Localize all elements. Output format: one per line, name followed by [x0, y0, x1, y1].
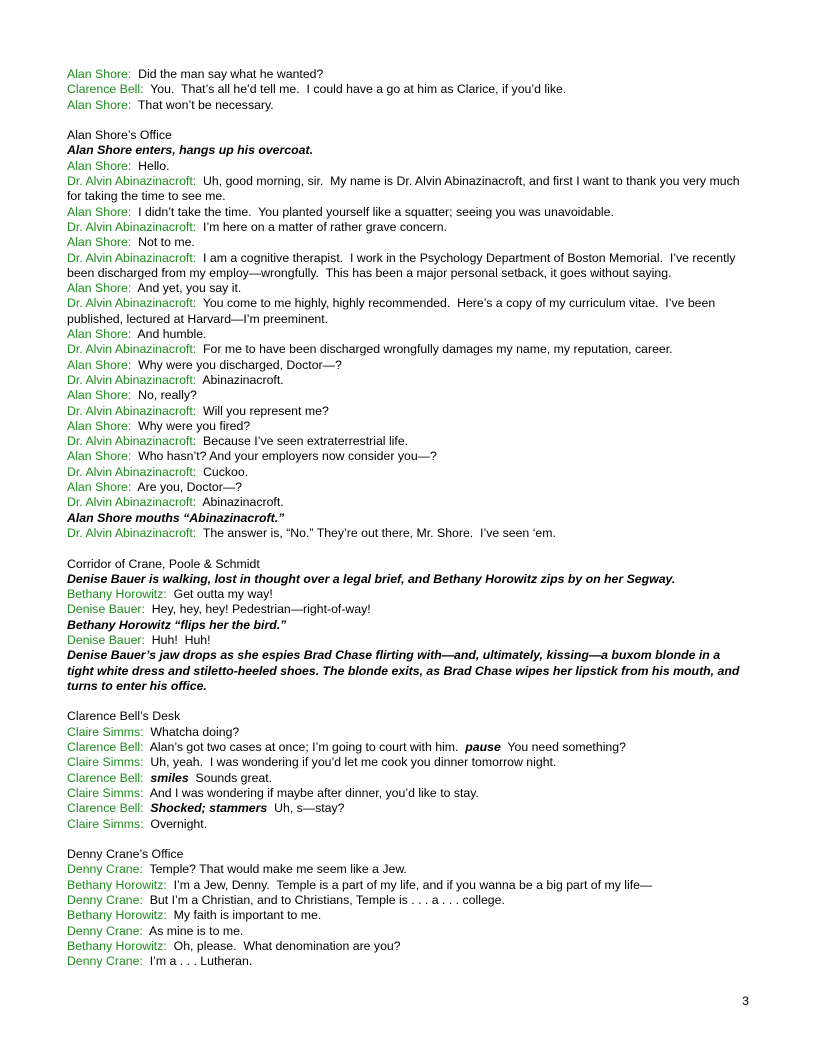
dialogue-line [67, 434, 749, 449]
dialogue-text: I’m here on a matter of rather grave concern. [203, 219, 448, 234]
speaker-name: Dr. Alvin Abinazinacroft: [67, 342, 197, 357]
dialogue-text: As mine is to me. [149, 923, 244, 938]
dialogue-text: Uh, yeah. I was wondering if you’d let me cook you dinner tomorrow night. [150, 755, 557, 770]
dialogue-text: My faith is important to me. [173, 908, 322, 923]
speaker-name: Claire Simms: [67, 755, 144, 770]
speaker-name: Bethany Horowitz: [67, 938, 167, 953]
dialogue-text: Hey, hey, hey! Pedestrian—right-of-way! [151, 602, 371, 617]
dialogue-text: You. That’s all he’d tell me. I could have a go at him as Clarice, if you’d like. [150, 82, 567, 97]
speaker-name: Denny Crane: [67, 923, 143, 938]
speaker-name: Dr. Alvin Abinazinacroft: [67, 403, 197, 418]
dialogue-text: And I was wondering if maybe after dinner, you’d like to stay. [149, 785, 479, 800]
dialogue-text: Are you, Doctor—? [137, 480, 242, 495]
dialogue-text: Uh, s—stay? [267, 801, 345, 816]
dialogue-text: I’m a Jew, Denny. Temple is a part of my life, and if you wanna be a big part of my life— [173, 877, 653, 892]
inline-direction: Shocked; stammers [150, 801, 268, 816]
page-number: 3 [742, 994, 749, 1008]
dialogue-line [67, 82, 749, 97]
scene-break [67, 113, 749, 128]
speaker-name: Alan Shore: [67, 327, 132, 342]
stage-direction: Bethany Horowitz “flips her the bird.” [67, 617, 287, 632]
dialogue-line [67, 388, 749, 403]
speaker-name: Dr. Alvin Abinazinacroft: [67, 174, 197, 189]
dialogue-text: You come to me highly, highly recommended. Here’s a copy of my curriculum vitae. I’ve been published, lectured at Harvard—I’m preeminent. [67, 296, 719, 326]
stage-direction: Denise Bauer is walking, lost in thought over a legal brief, and Bethany Horowitz zips by on her Segway. [67, 571, 676, 586]
stage-direction: Alan Shore enters, hangs up his overcoat. [67, 143, 313, 158]
dialogue-line [67, 924, 749, 939]
scene-heading: Corridor of Crane, Poole & Schmidt [67, 556, 260, 571]
dialogue-line [67, 98, 749, 113]
speaker-name: Clarence Bell: [67, 770, 144, 785]
dialogue-line [67, 602, 749, 617]
scene-break [67, 541, 749, 556]
dialogue-line [67, 342, 749, 357]
dialogue-line [67, 939, 749, 954]
speaker-name: Dr. Alvin Abinazinacroft: [67, 464, 197, 479]
dialogue-text: Because I’ve seen extraterrestrial life. [203, 434, 409, 449]
dialogue-line [67, 235, 749, 250]
scene-break [67, 832, 749, 847]
speaker-name: Dr. Alvin Abinazinacroft: [67, 250, 197, 265]
speaker-name: Alan Shore: [67, 418, 132, 433]
dialogue-text: Sounds great. [188, 770, 273, 785]
speaker-name: Bethany Horowitz: [67, 877, 167, 892]
speaker-name: Alan Shore: [67, 281, 132, 296]
dialogue-text: Not to me. [138, 235, 195, 250]
dialogue-text: The answer is, “No.” They’re out there, Mr. Shore. I’ve seen ‘em. [202, 525, 556, 540]
speaker-name: Alan Shore: [67, 97, 132, 112]
dialogue-line [67, 449, 749, 464]
speaker-name: Alan Shore: [67, 357, 132, 372]
dialogue-text: Cuckoo. [203, 464, 249, 479]
dialogue-text: And humble. [137, 327, 207, 342]
dialogue-text: Alan’s got two cases at once; I’m going to court with him. [149, 740, 466, 755]
speaker-name: Alan Shore: [67, 158, 132, 173]
speaker-name: Bethany Horowitz: [67, 908, 167, 923]
dialogue-line [67, 725, 749, 740]
speaker-name: Denise Bauer: [67, 632, 145, 647]
dialogue-line [67, 740, 749, 755]
dialogue-line [67, 174, 749, 205]
script-page-content [67, 67, 749, 970]
speaker-name: Alan Shore: [67, 449, 132, 464]
dialogue-line [67, 771, 749, 786]
dialogue-line [67, 786, 749, 801]
dialogue-text: No, really? [138, 388, 197, 403]
speaker-name: Alan Shore: [67, 388, 132, 403]
dialogue-line [67, 404, 749, 419]
dialogue-text: Oh, please. What denomination are you? [173, 938, 401, 953]
dialogue-text: Who hasn’t? And your employers now consider you—? [138, 449, 437, 464]
dialogue-line [67, 419, 749, 434]
speaker-name: Clarence Bell: [67, 801, 144, 816]
dialogue-text: Why were you discharged, Doctor—? [138, 357, 342, 372]
dialogue-line [67, 954, 749, 969]
speaker-name: Dr. Alvin Abinazinacroft: [67, 296, 197, 311]
inline-direction: pause [465, 740, 501, 755]
dialogue-text: Uh, good morning, sir. My name is Dr. Alvin Abinazinacroft, and first I want to thank you very much for taking the time to see me. [67, 174, 743, 204]
dialogue-line [67, 633, 749, 648]
dialogue-line [67, 908, 749, 923]
dialogue-text: Whatcha doing? [150, 724, 240, 739]
speaker-name: Dr. Alvin Abinazinacroft: [67, 219, 197, 234]
speaker-name: Denise Bauer: [67, 602, 145, 617]
dialogue-text: Temple? That would make me seem like a Jew. [149, 862, 407, 877]
dialogue-line [67, 327, 749, 342]
dialogue-text: Huh! Huh! [151, 632, 211, 647]
speaker-name: Clarence Bell: [67, 82, 144, 97]
speaker-name: Denny Crane: [67, 893, 143, 908]
dialogue-line [67, 526, 749, 541]
dialogue-line [67, 67, 749, 82]
scene-heading: Alan Shore’s Office [67, 128, 172, 143]
speaker-name: Bethany Horowitz: [67, 587, 167, 602]
dialogue-line [67, 495, 749, 510]
dialogue-text: Abinazinacroft. [202, 372, 284, 387]
dialogue-line [67, 465, 749, 480]
inline-direction: smiles [150, 770, 189, 785]
dialogue-line [67, 480, 749, 495]
scene-heading: Denny Crane’s Office [67, 847, 184, 862]
scene-heading: Clarence Bell’s Desk [67, 709, 181, 724]
speaker-name: Alan Shore: [67, 480, 132, 495]
dialogue-line [67, 817, 749, 832]
speaker-name: Claire Simms: [67, 785, 144, 800]
speaker-name: Alan Shore: [67, 204, 132, 219]
speaker-name: Denny Crane: [67, 862, 143, 877]
speaker-name: Dr. Alvin Abinazinacroft: [67, 495, 197, 510]
dialogue-line [67, 587, 749, 602]
dialogue-line [67, 205, 749, 220]
dialogue-line [67, 159, 749, 174]
dialogue-line [67, 296, 749, 327]
stage-direction: Denise Bauer’s jaw drops as she espies Brad Chase flirting with—and, ultimately, kissing—a buxom blonde in a tight white dress and stiletto-heeled shoes. The blonde exits, as Brad Chase wipes her lipstick from his mouth, and turns to enter his office. [67, 648, 740, 693]
dialogue-line [67, 281, 749, 296]
dialogue-text: I’m a . . . Lutheran. [149, 954, 253, 969]
speaker-name: Claire Simms: [67, 816, 144, 831]
speaker-name: Clarence Bell: [67, 740, 144, 755]
dialogue-text: Get outta my way! [173, 587, 273, 602]
dialogue-text: Abinazinacroft. [202, 495, 284, 510]
dialogue-text: Did the man say what he wanted? [138, 67, 324, 81]
speaker-name: Claire Simms: [67, 724, 144, 739]
dialogue-line [67, 801, 749, 816]
dialogue-text: Will you represent me? [203, 403, 329, 418]
dialogue-line [67, 251, 749, 282]
dialogue-line [67, 755, 749, 770]
dialogue-text: I didn’t take the time. You planted yourself like a squatter; seeing you was unavoidable. [138, 204, 614, 219]
dialogue-text: Overnight. [150, 816, 208, 831]
scene-break [67, 694, 749, 709]
dialogue-line [67, 878, 749, 893]
speaker-name: Dr. Alvin Abinazinacroft: [67, 372, 197, 387]
dialogue-text: Why were you fired? [138, 418, 251, 433]
dialogue-line [67, 220, 749, 235]
dialogue-line [67, 373, 749, 388]
dialogue-line [67, 358, 749, 373]
dialogue-text: I am a cognitive therapist. I work in the Psychology Department of Boston Memorial. I’ve recently been discharged from my employ—wrongfully. This has been a major personal setback, it goes without saying. [67, 250, 739, 280]
dialogue-text: That won’t be necessary. [137, 97, 274, 112]
dialogue-text: Hello. [138, 158, 170, 173]
speaker-name: Dr. Alvin Abinazinacroft: [67, 434, 197, 449]
speaker-name: Alan Shore: [67, 67, 132, 81]
speaker-name: Denny Crane: [67, 954, 143, 969]
dialogue-text: And yet, you say it. [137, 281, 242, 296]
dialogue-line [67, 893, 749, 908]
speaker-name: Dr. Alvin Abinazinacroft: [67, 525, 197, 540]
dialogue-text: But I’m a Christian, and to Christians, Temple is . . . a . . . college. [149, 893, 505, 908]
dialogue-text: You need something? [500, 740, 626, 755]
stage-direction: Alan Shore mouths “Abinazinacroft.” [67, 510, 285, 525]
speaker-name: Alan Shore: [67, 235, 132, 250]
dialogue-line [67, 862, 749, 877]
dialogue-text: For me to have been discharged wrongfully damages my name, my reputation, career. [203, 342, 673, 357]
